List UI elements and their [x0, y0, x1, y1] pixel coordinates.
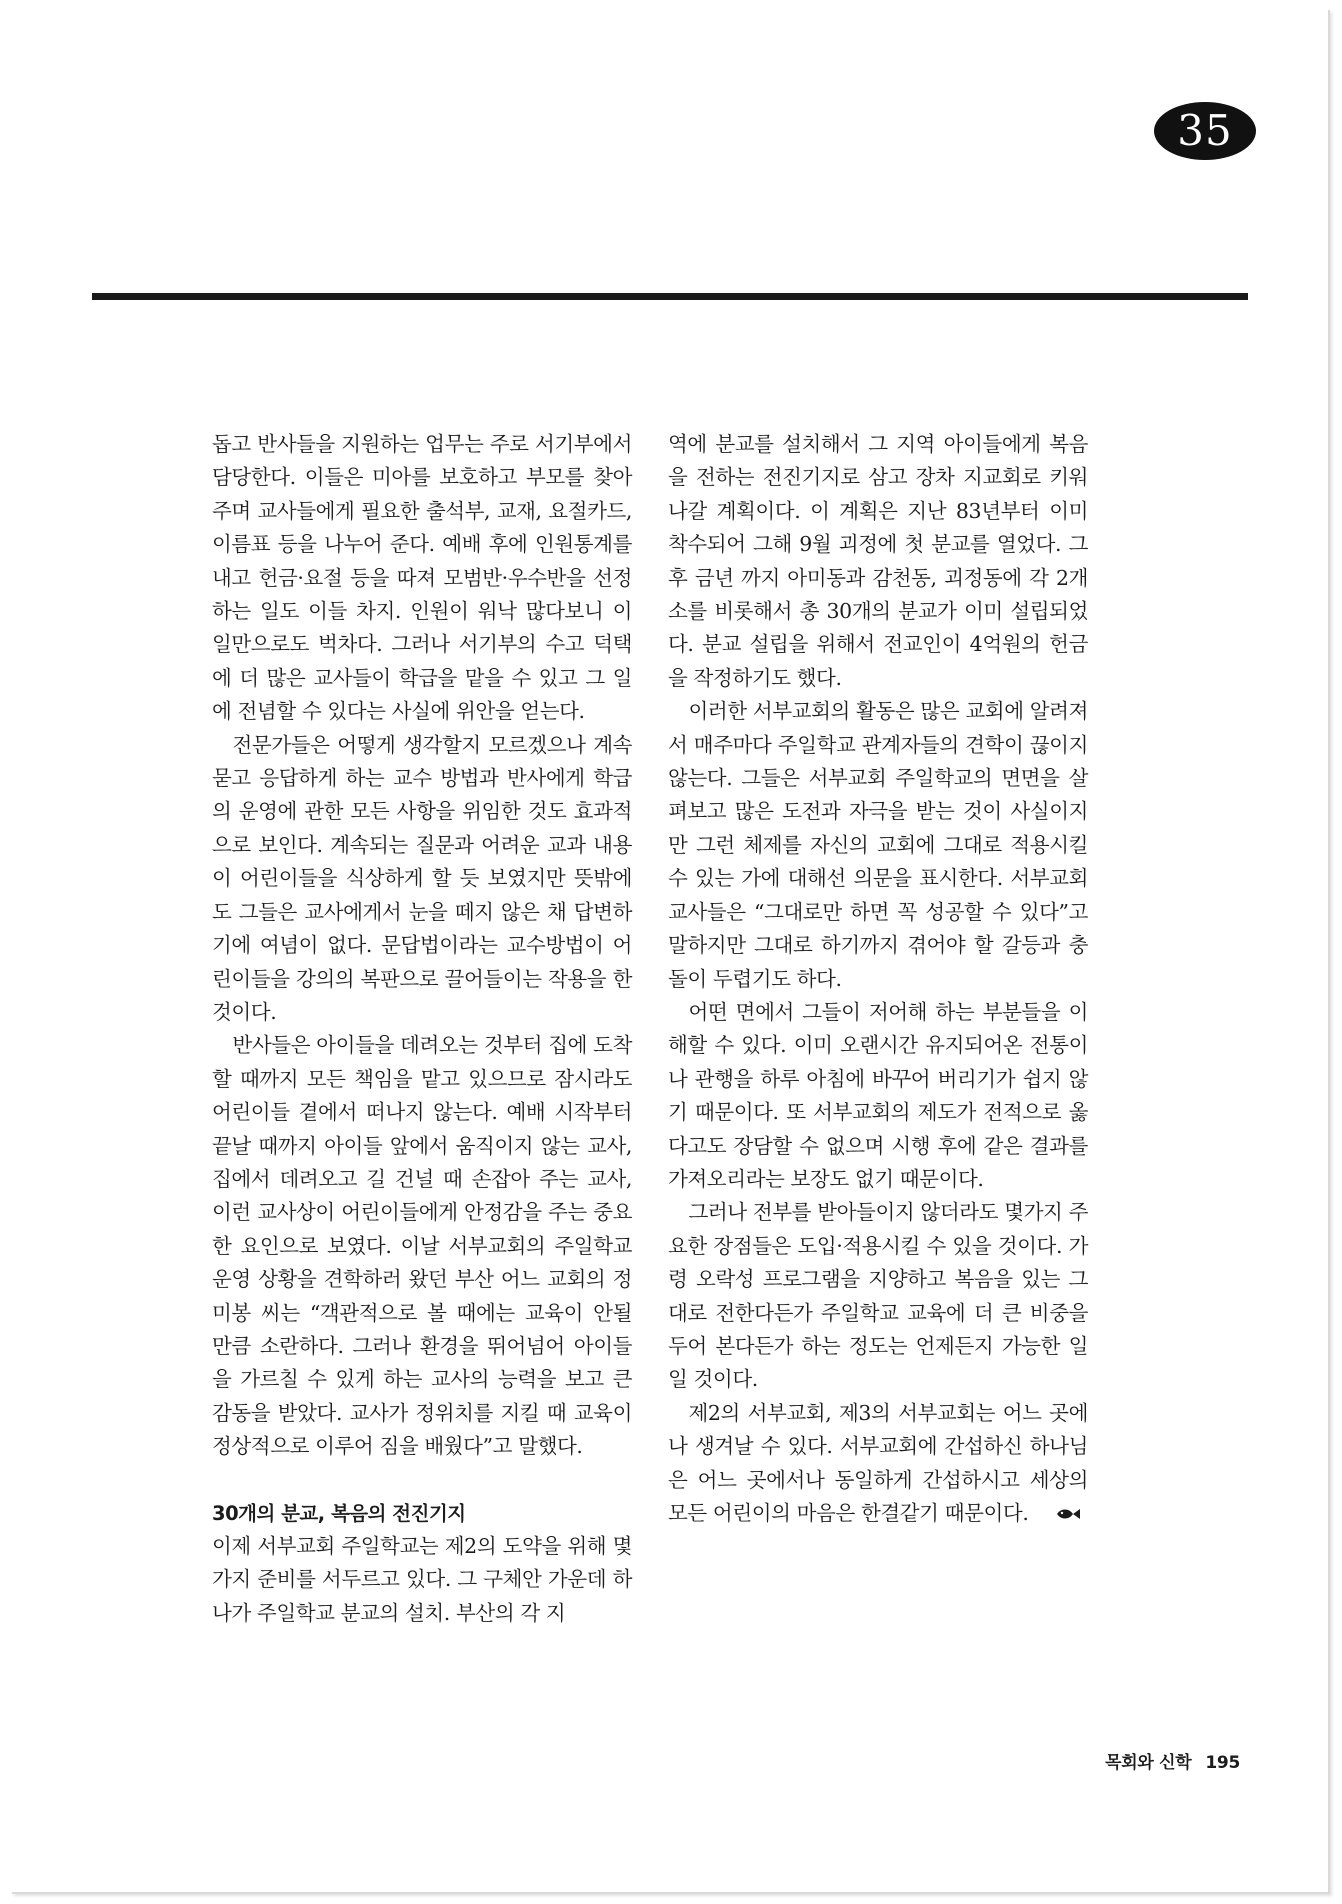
final-paragraph — [668, 1397, 1088, 1532]
paragraph: 역에 분교를 설치해서 그 지역 아이들에게 복음을 전하는 전진기지로 삼고 장차 지교회로 키워나갈 계획이다. 이 계획은 지난 83년부터 이미 착수되어 그해 9월 괴정에 첫 분교를 열었다. 그 후 금년 까지 아미동과 감천동, 괴정동에 각 2개소를 비롯해서 총 30개의 분교가 이미 설립되었다. 분교 설립을 위해서 전교인이 4억원의 헌금을 작정하기도 했다. — [668, 432, 1088, 690]
section-subheading: 30개의 분교, 복음의 전진기지 — [212, 1501, 466, 1525]
fish-icon — [1034, 1498, 1081, 1531]
paragraph: 반사들은 아이들을 데려오는 것부터 집에 도착할 때까지 모든 책임을 맡고 있으므로 잠시라도 어린이들 곁에서 떠나지 않는다. 예배 시작부터 끝날 때까지 아이들 앞에서 움직이지 않는 교사, 집에서 데려오고 길 건널 때 손잡아 주는 교사, 이런 교사상이 어린이들에게 안정감을 주는 중요한 요인으로 보였다. 이날 서부교회의 주일학교 운영 상황을 견학하러 왔던 부산 어느 교회의 정미봉 씨는 “객관적으로 볼 때에는 교육이 안될 만큼 소란하다. 그러나 환경을 뛰어넘어 아이들을 가르칠 수 있게 하는 교사의 능력을 보고 큰 감동을 받았다. 교사가 정위치를 지킬 때 교육이 정상적으로 이루어 짐을 배웠다”고 말했다. — [212, 1033, 632, 1459]
publication-name: 목회와 신학 — [1105, 1753, 1192, 1773]
paragraph: 전문가들은 어떻게 생각할지 모르겠으나 계속 묻고 응답하게 하는 교수 방법과 반사에게 학급의 운영에 관한 모든 사항을 위임한 것도 효과적으로 보인다. 계속되는 질문과 어려운 교과 내용이 어린이들을 식상하게 할 듯 보였지만 뜻밖에도 그들은 교사에게서 눈을 떼지 않은 채 답변하기에 여념이 없다. 문답법이라는 교수방법이 어린이들을 강의의 복판으로 끌어들이는 작용을 한 것이다. — [212, 732, 632, 1024]
paragraph: 이제 서부교회 주일학교는 제2의 도약을 위해 몇가지 준비를 서두르고 있다. 그 구체안 가운데 하나가 주일학교 분교의 설치. 부산의 각 지 — [212, 1534, 632, 1625]
left-column — [212, 428, 632, 1630]
paragraph: 돕고 반사들을 지원하는 업무는 주로 서기부에서 담당한다. 이들은 미아를 보호하고 부모를 찾아 주며 교사들에게 필요한 출석부, 교재, 요절카드, 이름표 등을 나누어 준다. 예배 후에 인원통계를 내고 헌금·요절 등을 따져 모범반·우수반을 선정하는 일도 이들 차지. 인원이 워낙 많다보니 이 일만으로도 벅차다. 그러나 서기부의 수고 덕택에 더 많은 교사들이 학급을 맡을 수 있고 그 일에 전념할 수 있다는 사실에 위안을 얻는다. — [212, 432, 632, 724]
page-number: 195 — [1205, 1753, 1240, 1773]
page-footer — [1105, 1748, 1240, 1773]
paragraph: 어떤 면에서 그들이 저어해 하는 부분들을 이해할 수 있다. 이미 오랜시간 유지되어온 전통이나 관행을 하루 아침에 바꾸어 버리기가 쉽지 않기 때문이다. 또 서부교회의 제도가 전적으로 옳다고도 장담할 수 없으며 시행 후에 같은 결과를 가져오리라는 보장도 없기 때문이다. — [668, 999, 1088, 1191]
paragraph: 이러한 서부교회의 활동은 많은 교회에 알려져서 매주마다 주일학교 관계자들의 견학이 끊이지 않는다. 그들은 서부교회 주일학교의 면면을 살펴보고 많은 도전과 자극을 받는 것이 사실이지만 그런 체제를 자신의 교회에 그대로 적용시킬 수 있는 가에 대해선 의문을 표시한다. 서부교회 교사들은 “그대로만 하면 꼭 성공할 수 있다”고 말하지만 그대로 하기까지 겪어야 할 갈등과 충돌이 두렵기도 하다. — [668, 699, 1088, 991]
paragraph: 그러나 전부를 받아들이지 않더라도 몇가지 주요한 장점들은 도입·적용시킬 수 있을 것이다. 가령 오락성 프로그램을 지양하고 복음을 있는 그대로 전한다든가 주일학교 교육에 더 큰 비중을 두어 본다든가 하는 정도는 언제든지 가능한 일일 것이다. — [668, 1200, 1088, 1392]
final-paragraph-text: 제2의 서부교회, 제3의 서부교회는 어느 곳에나 생겨날 수 있다. 서부교회에 간섭하신 하나님은 어느 곳에서나 동일하게 간섭하시고 세상의 모든 어린이의 마음은 한결같기 때문이다. — [668, 1400, 1088, 1525]
right-column — [668, 428, 1088, 1531]
chapter-number-badge: 35 — [1154, 102, 1256, 160]
header-rule — [92, 293, 1248, 300]
